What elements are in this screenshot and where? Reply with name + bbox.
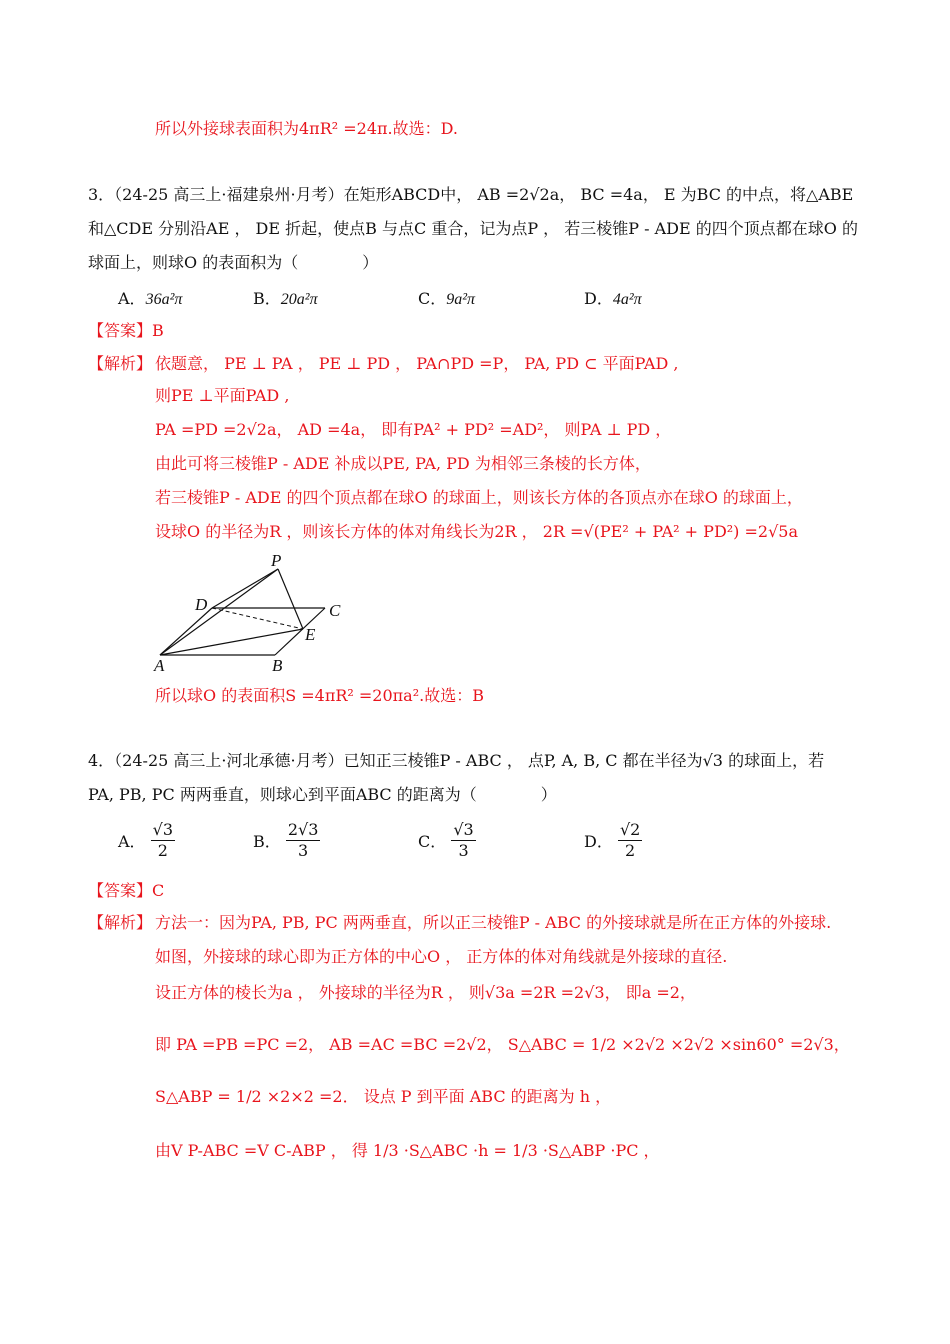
q3-stem-line3: 球面上，则球O 的表面积为（ ）	[88, 253, 379, 272]
prev-conclusion: 所以外接球表面积为4πR² =24π.故选：D.	[155, 119, 458, 138]
q3-analysis-line: 若三棱锥P - ADE 的四个顶点都在球O 的球面上，则该长方体的各顶点亦在球O 的球面上，	[155, 488, 803, 507]
q4-analysis-line: 设正方体的棱长为a ， 外接球的半径为R ， 则√3a =2R =2√3， 即a =2，	[155, 983, 696, 1002]
q4-answer: 【答案】C	[88, 881, 165, 900]
q4-stem-line2: PA, PB, PC 两两垂直，则球心到平面ABC 的距离为（ ）	[88, 785, 557, 804]
q3-analysis-line: 由此可将三棱锥P - ADE 补成以PE, PA, PD 为相邻三条棱的长方体，	[155, 454, 651, 473]
label-c: C	[329, 601, 341, 620]
q4-option-b: B． $\frac{2√3}{3}$	[253, 820, 319, 860]
q3-final: 所以球O 的表面积S =4πR² =20πa².故选：B	[155, 686, 484, 705]
q4-analysis-line: 方法一：因为PA, PB, PC 两两垂直，所以正三棱锥P - ABC 的外接球就是所在正方体的外接球.	[155, 913, 832, 932]
q3-answer: 【答案】B	[88, 321, 164, 340]
q3-stem-line1: 3．（24-25 高三上·福建泉州·月考）在矩形ABCD中， AB =2√2a， BC =4a， E 为BC 的中点，将△ABE	[88, 185, 854, 204]
q3-analysis-line: 依题意， PE ⊥ PA ， PE ⊥ PD ， PA∩PD =P， PA, PD ⊂ 平面PAD ,	[155, 354, 679, 373]
label-a: A	[154, 656, 165, 675]
label-e: E	[305, 625, 316, 644]
q4-stem-line1: 4．（24-25 高三上·河北承德·月考）已知正三棱锥P - ABC ， 点P, A, B, C 都在半径为√3 的球面上，若	[88, 751, 825, 770]
q4-analysis-line: S△ABP = 1/2 ×2×2 =2． 设点 P 到平面 ABC 的距离为 h ，	[155, 1087, 612, 1106]
q3-option-d: D．4a²π	[584, 289, 642, 308]
q3-option-c: C．9a²π	[418, 289, 476, 308]
q4-analysis-tag: 【解析】	[88, 913, 153, 932]
q3-pyramid-figure	[150, 552, 360, 676]
q3-stem-line2: 和△CDE 分别沿AE ， DE 折起，使点B 与点C 重合，记为点P ， 若三棱锥P - ADE 的四个顶点都在球O 的	[88, 219, 858, 238]
label-p: P	[271, 552, 282, 570]
q4-option-c: C． $\frac{√3}{3}$	[418, 820, 474, 860]
q3-analysis-tag: 【解析】	[88, 354, 153, 373]
q4-option-a: A． $\frac{√3}{2}$	[118, 820, 174, 860]
q3-analysis-line: 设球O 的半径为R ，则该长方体的体对角线长为2R ， 2R =√(PE² + PA² + PD²) =2√5a	[155, 522, 799, 541]
q4-analysis-line: 由V P-ABC =V C-ABP ， 得 1/3 ·S△ABC ·h = 1/3 ·S△ABP ·PC ，	[155, 1141, 660, 1160]
label-d: D	[195, 595, 208, 614]
q3-option-a: A．36a²π	[118, 289, 183, 308]
q4-analysis-line: 即 PA =PB =PC =2， AB =AC =BC =2√2， S△ABC = 1/2 ×2√2 ×2√2 ×sin60° =2√3，	[155, 1035, 850, 1054]
q3-option-b: B．20a²π	[253, 289, 318, 308]
q4-analysis-line: 如图，外接球的球心即为正方体的中心O ， 正方体的体对角线就是外接球的直径.	[155, 947, 728, 966]
q3-analysis-line: 则PE ⊥平面PAD ,	[155, 386, 290, 405]
q3-analysis-line: PA =PD =2√2a， AD =4a， 即有PA² + PD² =AD²， 则PA ⊥ PD ，	[155, 420, 672, 439]
q4-option-d: D． $\frac{√2}{2}$	[584, 820, 641, 860]
label-b: B	[272, 656, 283, 675]
